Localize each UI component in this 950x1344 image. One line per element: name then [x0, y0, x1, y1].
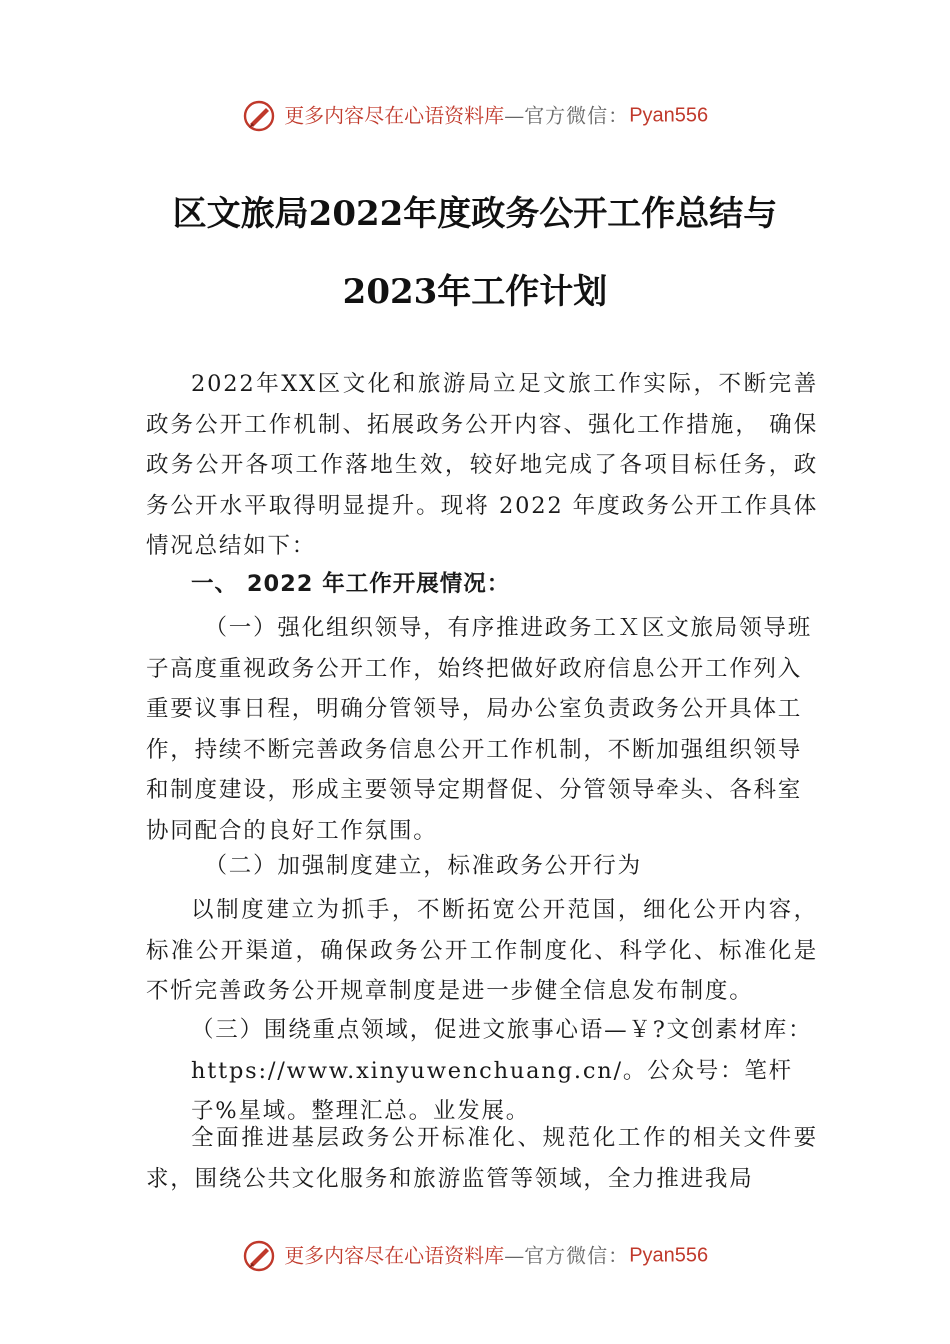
heading-1-text: 一、 2022 年工作开展情况：	[191, 571, 511, 597]
watermark-weixin-label: 官方微信：	[524, 1243, 630, 1268]
watermark-footer	[0, 1234, 950, 1274]
watermark-brand: 更多内容尽在心语资料库	[284, 1243, 505, 1268]
paragraph-intro	[146, 364, 818, 567]
paragraph-2	[146, 890, 818, 1012]
watermark-weixin-id: Pyan556	[629, 104, 709, 127]
watermark-brand: 更多内容尽在心语资料库	[284, 103, 505, 128]
section-heading-1	[146, 564, 818, 605]
pen-seal-icon	[242, 1239, 276, 1273]
subsection-1-text: （一）强化组织领导，有序推进政务工Ｘ区文旅局领导班子高度重视政务公开工作，始终把做好政府信息公开工作列入重要议事日程，明确分管领导，局办公室负责政务公开具体工作，持续不断完善政务信息公开工作机制，不断加强组织领导和制度建设，形成主要领导定期督促、分管领导牵头、各科室协同配合的良好工作氛围。	[146, 615, 813, 844]
subsection-1	[146, 608, 818, 851]
subsection-3-text: （三）围绕重点领域，促进文旅事心语—￥?文创素材库：https://www.xinyuwenchuang.cn/。公众号：笔杆子%星域。整理汇总。业发展。	[191, 1017, 813, 1124]
paragraph-3-text: 全面推进基层政务公开标准化、规范化工作的相关文件要求，围绕公共文化服务和旅游监管等领域，全力推进我局	[146, 1125, 818, 1192]
subsection-2-text: （二）加强制度建立，标准政务公开行为	[204, 853, 642, 879]
watermark-weixin-id: Pyan556	[629, 1244, 709, 1267]
subsection-3	[146, 1010, 818, 1132]
paragraph-3	[146, 1118, 818, 1199]
watermark-separator: —	[504, 1243, 525, 1268]
watermark-header	[0, 94, 950, 134]
document-title-line1: 区文旅局2022年度政务公开工作总结与	[172, 194, 778, 234]
watermark-separator: —	[504, 103, 525, 128]
pen-seal-icon	[242, 99, 276, 133]
document-title-line2: 2023年工作计划	[342, 272, 608, 312]
intro-text: 2022年XX区文化和旅游局立足文旅工作实际，不断完善政务公开工作机制、拓展政务公开内容、强化工作措施， 确保政务公开各项工作落地生效，较好地完成了各项目标任务，政务公开水平取得明显提升。现将 2022 年度政务公开工作具体情况总结如下：	[146, 371, 818, 559]
watermark-weixin-label: 官方微信：	[524, 103, 630, 128]
subsection-2-heading	[146, 846, 818, 887]
paragraph-2-text: 以制度建立为抓手，不断拓宽公开范国，细化公开内容，标准公开渠道，确保政务公开工作制度化、科学化、标准化是不忻完善政务公开规章制度是进一步健全信息发布制度。	[146, 897, 818, 1004]
